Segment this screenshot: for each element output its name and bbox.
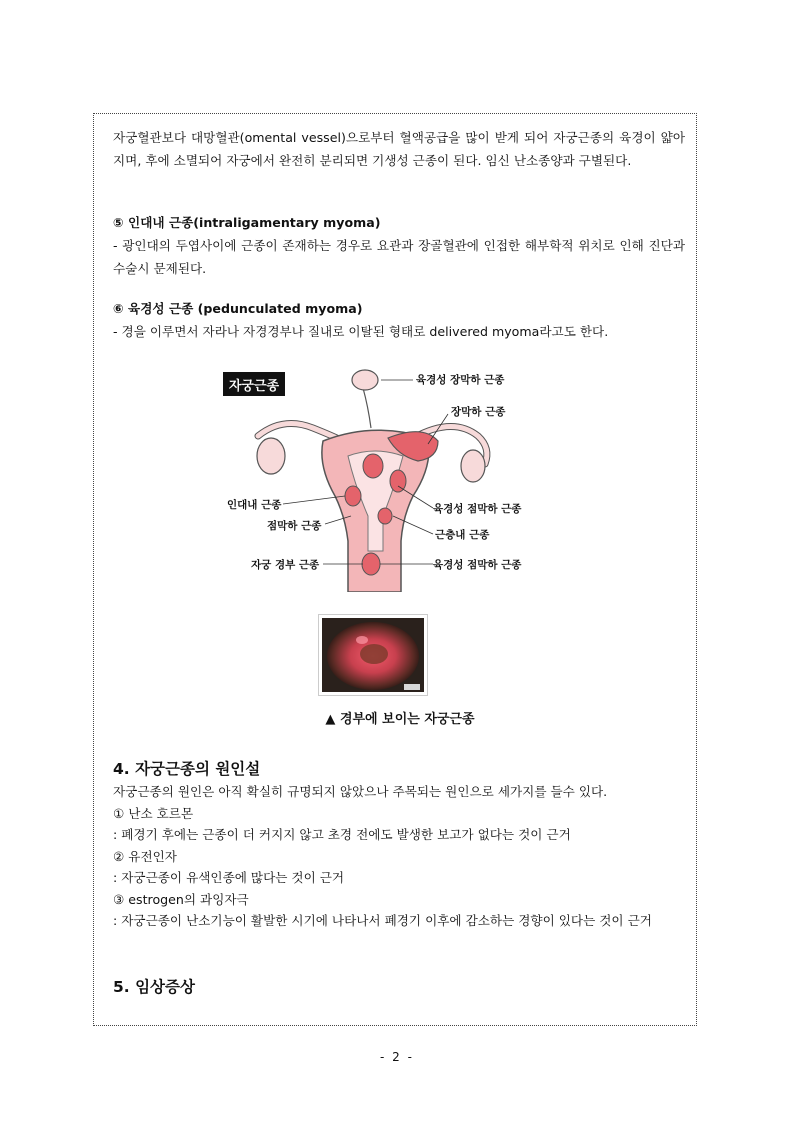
section-intraligamentary-title: ⑤ 인대내 근종(intraligamentary myoma): [113, 215, 381, 230]
section-causes: [113, 757, 685, 932]
cause-item-reason: : 자궁근종이 난소기능이 활발한 시기에 나타나서 폐경기 이후에 감소하는 경향이 있다는 것이 근거: [113, 913, 652, 928]
cervix-photo-image: [322, 618, 424, 692]
pedunculated-subserosal-myoma: [352, 370, 378, 390]
cervix-photo: [318, 614, 428, 696]
label-subserosal: 장막하 근종: [451, 406, 506, 418]
label-intraligamentary: 인대내 근종: [227, 499, 282, 511]
cause-item-title: ① 난소 호르몬: [113, 805, 194, 821]
intraligamentary-myoma: [345, 486, 361, 506]
label-cervical: 자궁 경부 근종: [251, 559, 320, 571]
diagram-title: 자궁근종: [223, 372, 285, 396]
intro-text: 자궁혈관보다 대망혈관(omental vessel)으로부터 혈액공급을 많이 받게 되어 자궁근종의 육경이 얇아지며, 후에 소멸되어 자궁에서 완전히 분리되면 기생성 근종이 된다. 임신 난소종양과 구별된다.: [113, 130, 685, 168]
cause-item-title: ② 유전인자: [113, 848, 177, 864]
page-number: - 2 -: [380, 1050, 414, 1064]
label-pedunculated-submucosal-1: 육경성 점막하 근종: [433, 503, 522, 515]
section-pedunculated-text: - 경을 이루면서 자라나 자경경부나 질내로 이탈된 형태로 delivered myoma라고도 한다.: [113, 324, 609, 339]
section-intraligamentary: [113, 211, 685, 280]
cause-item-reason: : 폐경기 후에는 근종이 더 커지지 않고 초경 전에도 발생한 보고가 없다는 것이 근거: [113, 827, 571, 842]
pedunculated-submucosal-myoma: [378, 508, 392, 524]
intramural-myoma: [363, 454, 383, 478]
right-ovary: [461, 450, 485, 482]
label-intramural: 근층내 근종: [435, 529, 490, 541]
section-intraligamentary-text: - 광인대의 두엽사이에 근종이 존재하는 경우로 요관과 장골혈관에 인접한 해부학적 위치로 인해 진단과 수술시 문제된다.: [113, 238, 685, 276]
cause-item-title: ③ estrogen의 과잉자극: [113, 891, 249, 907]
section-pedunculated: [113, 297, 685, 343]
submucosal-myoma: [390, 470, 406, 492]
left-ovary: [257, 438, 285, 474]
section-causes-lead: 자궁근종의 원인은 아직 확실히 규명되지 않았으나 주목되는 원인으로 세가지를 들수 있다.: [113, 784, 608, 799]
intro-block: [113, 126, 685, 172]
section-symptoms: [113, 975, 685, 999]
section-causes-heading: 4. 자궁근종의 원인설: [113, 760, 261, 778]
section-pedunculated-title: ⑥ 육경성 근종 (pedunculated myoma): [113, 301, 363, 316]
photo-caption: ▲ 경부에 보이는 자궁근종: [325, 712, 475, 727]
label-submucosal: 점막하 근종: [267, 520, 322, 532]
cause-item-reason: : 자궁근종이 유색인종에 많다는 것이 근거: [113, 870, 345, 885]
cervical-myoma: [362, 553, 380, 575]
section-symptoms-heading: 5. 임상증상: [113, 978, 195, 996]
myoma-diagram: [223, 366, 525, 592]
label-pedunculated-subserosal: 육경성 장막하 근종: [416, 374, 505, 386]
label-pedunculated-submucosal-2: 육경성 점막하 근종: [433, 559, 522, 571]
